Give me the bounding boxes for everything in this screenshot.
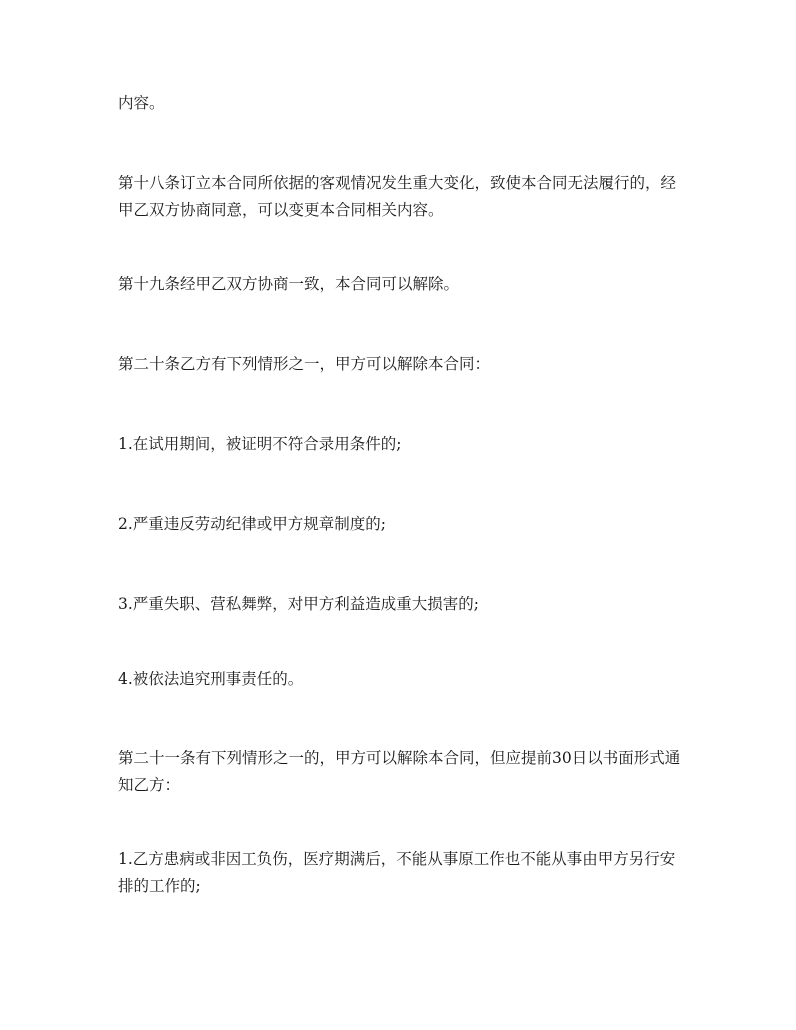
list-item-20-4: 4.被依法追究刑事责任的。: [118, 670, 304, 688]
paragraph-article-20: 第二十条乙方有下列情形之一，甲方可以解除本合同：: [118, 355, 491, 373]
list-item-20-3: 3.严重失职、营私舞弊，对甲方利益造成重大损害的;: [118, 595, 480, 613]
paragraph-article-21: 第二十一条有下列情形之一的，甲方可以解除本合同，但应提前30日以书面形式通知乙方：: [118, 749, 681, 794]
paragraph-article-18: 第十八条订立本合同所依据的客观情况发生重大变化，致使本合同无法履行的，经甲乙双方协商同意，可以变更本合同相关内容。: [118, 174, 677, 219]
paragraph-continuation: 内容。: [118, 94, 165, 112]
list-item-21-1: 1.乙方患病或非因工负伤，医疗期满后，不能从事原工作也不能从事由甲方另行安排的工作的;: [118, 850, 676, 895]
list-item-20-2: 2.严重违反劳动纪律或甲方规章制度的;: [118, 515, 387, 533]
list-item-20-1: 1.在试用期间，被证明不符合录用条件的;: [118, 435, 402, 453]
paragraph-article-19: 第十九条经甲乙双方协商一致，本合同可以解除。: [118, 275, 460, 293]
